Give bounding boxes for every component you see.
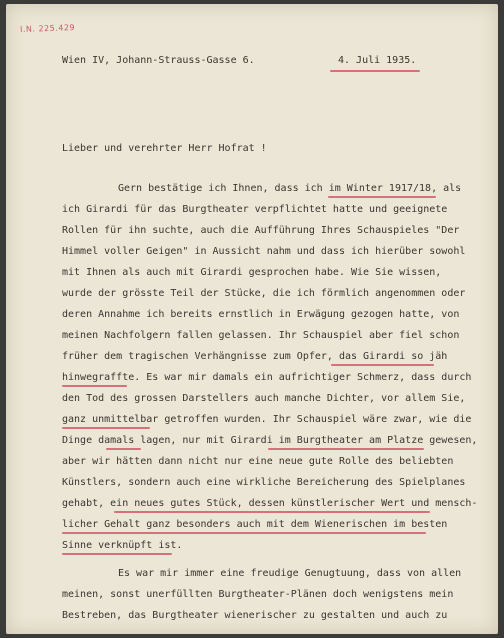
body-line: ganz unmittelbar getroffen wurden. Ihr Schauspiel wäre zwar, wie die [62, 414, 472, 425]
red-underline [106, 448, 141, 450]
sender-address: Wien IV, Johann-Strauss-Gasse 6. [62, 55, 255, 66]
archive-number: I.N. 225.429 [19, 23, 76, 34]
red-underline [268, 448, 424, 450]
red-underline [328, 196, 436, 198]
body-line: Künstlers, sondern auch eine wirkliche Bereicherung des Spielplanes [62, 477, 466, 488]
red-underline [331, 364, 434, 366]
letter-page [6, 4, 498, 634]
red-underline [62, 553, 172, 555]
body-line: früher dem tragischen Verhängnisse zum Opfer, das Girardi so jäh [62, 351, 448, 362]
body-line: mit Ihnen als auch mit Girardi gesprochen habe. Wie Sie wissen, [62, 267, 442, 278]
red-underline [62, 427, 150, 429]
body-line: Bestreben, das Burgtheater wienerischer zu gestalten und auch zu [62, 610, 448, 621]
body-line: Gern bestätige ich Ihnen, dass ich im Winter 1917/18, als [118, 183, 462, 194]
body-line: den Tod des grossen Darstellers auch manche Dichter, vor allem Sie, [62, 393, 466, 404]
date-underline [330, 70, 420, 72]
body-line: Dinge damals lagen, nur mit Girardi im Burgtheater am Platze gewesen, [62, 435, 478, 446]
body-line: gehabt, ein neues gutes Stück, dessen künstlerischer Wert und mensch- [62, 498, 478, 509]
body-line: Sinne verknüpft ist. [62, 540, 183, 551]
body-line: meinen, sonst unerfüllten Burgtheater-Plänen doch wenigstens mein [62, 589, 454, 600]
body-line: aber wir hätten dann nicht nur eine neue gute Rolle des beliebten [62, 456, 454, 467]
body-line: meinen Nachfolgern fallen gelassen. Ihr Schauspiel aber fiel schon [62, 330, 460, 341]
body-line: deren Annahme ich bereits ernstlich in Erwägung gezogen hatte, von [62, 309, 460, 320]
salutation: Lieber und verehrter Herr Hofrat ! [62, 143, 267, 154]
body-line: licher Gehalt ganz besonders auch mit dem Wienerischen im besten [62, 519, 448, 530]
red-underline [62, 385, 127, 387]
red-underline [114, 511, 430, 513]
red-underline [62, 532, 426, 534]
body-line: Es war mir immer eine freudige Genugtuung, dass von allen [118, 568, 462, 579]
body-line: ich Girardi für das Burgtheater verpflichtet hatte und geeignete [62, 204, 448, 215]
body-line: wurde der grösste Teil der Stücke, die ich förmlich angenommen oder [62, 288, 466, 299]
body-line: hinwegraffte. Es war mir damals ein aufrichtiger Schmerz, dass durch [62, 372, 472, 383]
body-line: Rollen für ihn suchte, auch die Aufführung Ihres Schauspieles "Der [62, 225, 460, 236]
letter-date: 4. Juli 1935. [338, 55, 417, 66]
body-line: Himmel voller Geigen" in Aussicht nahm und dass ich hierüber sowohl [62, 246, 466, 257]
